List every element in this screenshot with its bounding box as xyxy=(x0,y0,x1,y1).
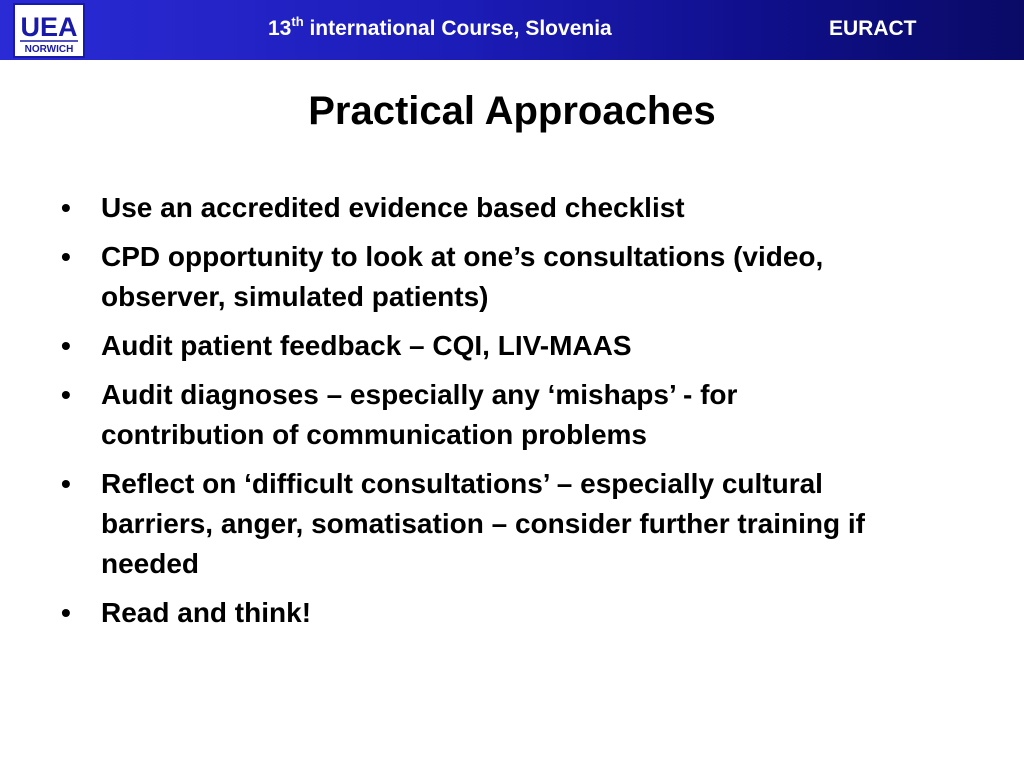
bullet-icon: • xyxy=(61,241,71,272)
course-ordinal-suffix: th xyxy=(291,14,304,29)
bullet-icon: • xyxy=(61,192,71,223)
logo-line2: NORWICH xyxy=(24,44,74,55)
bullet-item xyxy=(56,593,906,633)
bullet-item xyxy=(56,375,906,455)
slide-title: Practical Approaches xyxy=(308,89,716,133)
bullet-text: CPD opportunity to look at one’s consultations (video, observer, simulated patients) xyxy=(101,241,824,312)
bullet-icon: • xyxy=(61,330,71,361)
organization-name: EURACT xyxy=(829,17,917,40)
course-name: international Course, Slovenia xyxy=(303,17,612,40)
bullet-text: Audit patient feedback – CQI, LIV-MAAS xyxy=(101,330,632,361)
bullet-item xyxy=(56,188,906,228)
bullet-icon: • xyxy=(61,468,71,499)
header-bar xyxy=(0,0,1024,60)
bullet-icon: • xyxy=(61,379,71,410)
bullet-icon: • xyxy=(61,597,71,628)
uea-norwich-logo xyxy=(13,3,85,58)
logo-line1: UEA xyxy=(20,12,78,42)
bullet-text: Reflect on ‘difficult consultations’ – especially cultural barriers, anger, somatisation – consider further training if needed xyxy=(101,468,865,579)
course-number: 13 xyxy=(268,17,292,40)
bullet-list xyxy=(56,188,906,642)
bullet-text: Read and think! xyxy=(101,597,312,628)
bullet-item xyxy=(56,326,906,366)
bullet-text: Use an accredited evidence based checklist xyxy=(101,192,685,223)
course-title xyxy=(268,16,612,42)
uea-logo-graphic xyxy=(15,5,83,56)
bullet-item xyxy=(56,237,906,317)
bullet-item xyxy=(56,464,906,584)
bullet-text: Audit diagnoses – especially any ‘mishaps’ - for contribution of communication problems xyxy=(101,379,738,450)
